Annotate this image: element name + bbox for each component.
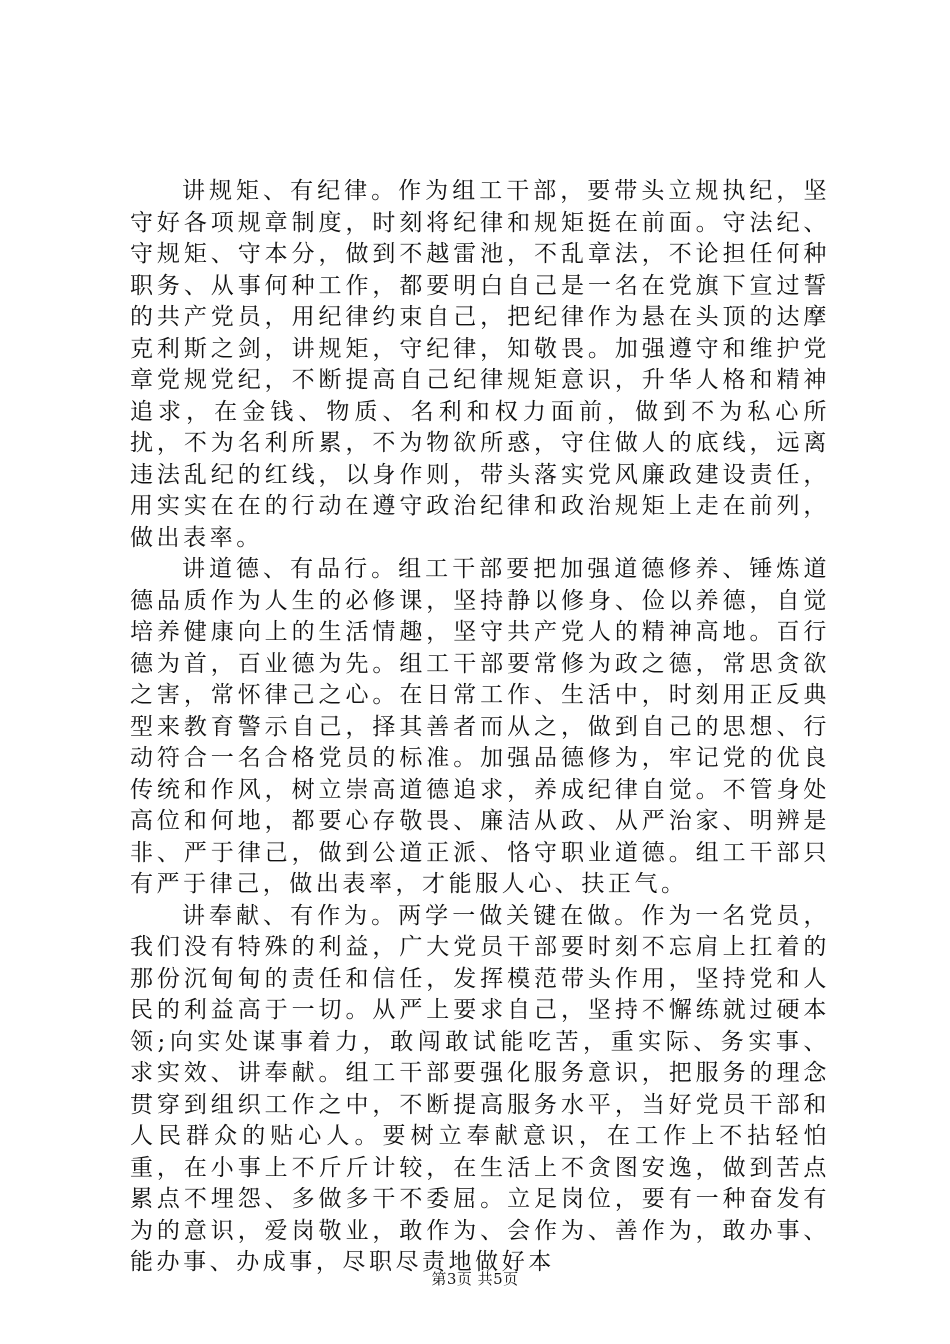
paragraph-discipline: 讲规矩、有纪律。作为组工干部，要带头立规执纪，坚守好各项规章制度，时刻将纪律和规矩挺在前面。守法纪、守规矩、守本分，做到不越雷池，不乱章法，不论担任何种职务、从事何种工作，都要明白自己是一名在党旗下宣过誓的共产党员，用纪律约束自己，把纪律作为悬在头顶的达摩克利斯之剑，讲规矩，守纪律，知敬畏。加强遵守和维护党章党规党纪，不断提高自己纪律规矩意识，升华人格和精神追求，在金钱、物质、名利和权力面前，做到不为私心所扰，不为名利所累，不为物欲所惑，守住做人的底线，远离违法乱纪的红线，以身作则，带头落实党风廉政建设责任，用实实在在的行动在遵守政治纪律和政治规矩上走在前列，做出表率。 <box>130 178 830 551</box>
paragraph-dedication: 讲奉献、有作为。两学一做关键在做。作为一名党员，我们没有特殊的利益，广大党员干部要时刻不忘肩上扛着的那份沉甸甸的责任和信任，发挥模范带头作用，坚持党和人民的利益高于一切。从严上要求自己，坚持不懈练就过硬本领;向实处谋事着力，敢闯敢试能吃苦，重实际、务实事、求实效、讲奉献。组工干部要强化服务意识，把服务的理念贯穿到组织工作之中，不断提高服务水平，当好党员干部和人民群众的贴心人。要树立奉献意识，在工作上不拈轻怕重，在小事上不斤斤计较，在生活上不贪图安逸，做到苦点累点不埋怨、多做多干不委屈。立足岗位，要有一种奋发有为的意识，爱岗敬业，敢作为、会作为、善作为，敢办事、能办事、办成事，尽职尽责地做好本 <box>130 902 830 1275</box>
paragraph-morality: 讲道德、有品行。组工干部要把加强道德修养、锤炼道德品质作为人生的必修课，坚持静以修身、俭以养德，自觉培养健康向上的生活情趣，坚守共产党人的精神高地。百行德为首，百业德为先。组工干部要常修为政之德，常思贪欲之害，常怀律己之心。在日常工作、生活中，时刻用正反典型来教育警示自己，择其善者而从之，做到自己的思想、行动符合一名合格党员的标准。加强品德修为，牢记党的优良传统和作风，树立崇高道德追求，养成纪律自觉。不管身处高位和何地，都要心存敬畏、廉洁从政、从严治家、明辨是非、严于律己，做到公道正派、恪守职业道德。组工干部只有严于律己，做出表率，才能服人心、扶正气。 <box>130 556 830 897</box>
document-body <box>130 176 830 1279</box>
page-number-label: 第3页 共5页 <box>431 1270 519 1288</box>
page-footer <box>0 1268 950 1289</box>
